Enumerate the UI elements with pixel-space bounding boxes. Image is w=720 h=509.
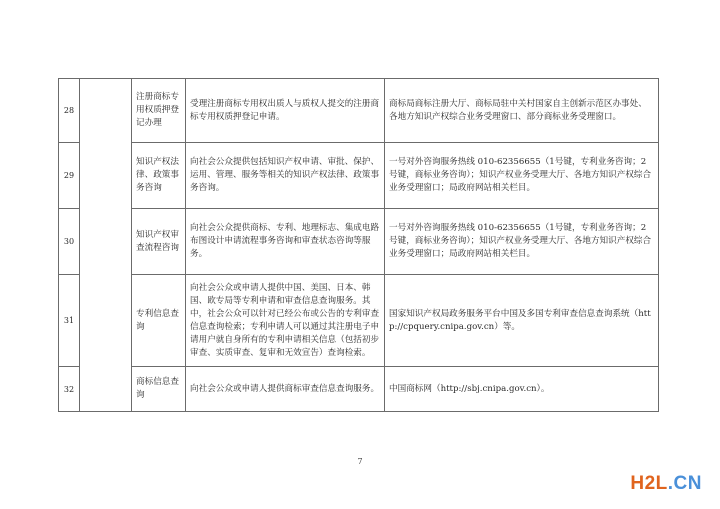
service-table (58, 78, 659, 412)
service-description: 受理注册商标专用权出质人与质权人提交的注册商标专用权质押登记申请。 (186, 79, 385, 143)
watermark-text-b: .CN (667, 473, 702, 494)
service-description: 向社会公众或申请人提供商标审查信息查询服务。 (186, 367, 385, 412)
page-number: 7 (357, 457, 363, 466)
service-channels: 商标局商标注册大厅、商标局驻中关村国家自主创新示范区办事处、各地方知识产权综合业务受理窗口、部分商标业务受理窗口。 (385, 79, 659, 143)
service-channels: 中国商标网（http://sbj.cnipa.gov.cn）。 (385, 367, 659, 412)
service-name: 商标信息查询 (132, 367, 186, 412)
table-row (59, 275, 659, 367)
service-description: 向社会公众或申请人提供中国、美国、日本、韩国、欧专局等专利申请和审查信息查询服务。其中，社会公众可以针对已经公布或公告的专利审查信息查询检索；专利申请人可以通过其注册电子申请用户就自身所有的专利申请相关信息（包括初步审查、实质审查、复审和无效宣告）查询检索。 (186, 275, 385, 367)
service-channels: 一号对外咨询服务热线 010-62356655（1号键，专利业务咨询；2号键，商标业务咨询）；知识产权业务受理大厅、各地方知识产权综合业务受理窗口；局政府网站相关栏目。 (385, 143, 659, 209)
service-name: 注册商标专用权质押登记办理 (132, 79, 186, 143)
watermark-text-a: H2L (630, 473, 668, 494)
table-row (59, 79, 659, 143)
table-row (59, 367, 659, 412)
service-description: 向社会公众提供包括知识产权申请、审批、保护、运用、管理、服务等相关的知识产权法律、政策事务咨询。 (186, 143, 385, 209)
table-row (59, 143, 659, 209)
watermark-logo (630, 473, 702, 495)
row-number: 30 (59, 209, 80, 275)
row-number: 31 (59, 275, 80, 367)
service-description: 向社会公众提供商标、专利、地理标志、集成电路布图设计申请流程事务咨询和审查状态咨询等服务。 (186, 209, 385, 275)
service-name: 专利信息查询 (132, 275, 186, 367)
service-name: 知识产权审查流程咨询 (132, 209, 186, 275)
service-channels: 一号对外咨询服务热线 010-62356655（1号键，专利业务咨询；2号键，商标业务咨询）；知识产权业务受理大厅、各地方知识产权综合业务受理窗口；局政府网站相关栏目。 (385, 209, 659, 275)
category-cell (80, 79, 132, 412)
service-channels: 国家知识产权局政务服务平台中国及多国专利审查信息查询系统（http://cpquery.cnipa.gov.cn）等。 (385, 275, 659, 367)
row-number: 32 (59, 367, 80, 412)
table-row (59, 209, 659, 275)
row-number: 29 (59, 143, 80, 209)
row-number: 28 (59, 79, 80, 143)
service-name: 知识产权法律、政策事务咨询 (132, 143, 186, 209)
